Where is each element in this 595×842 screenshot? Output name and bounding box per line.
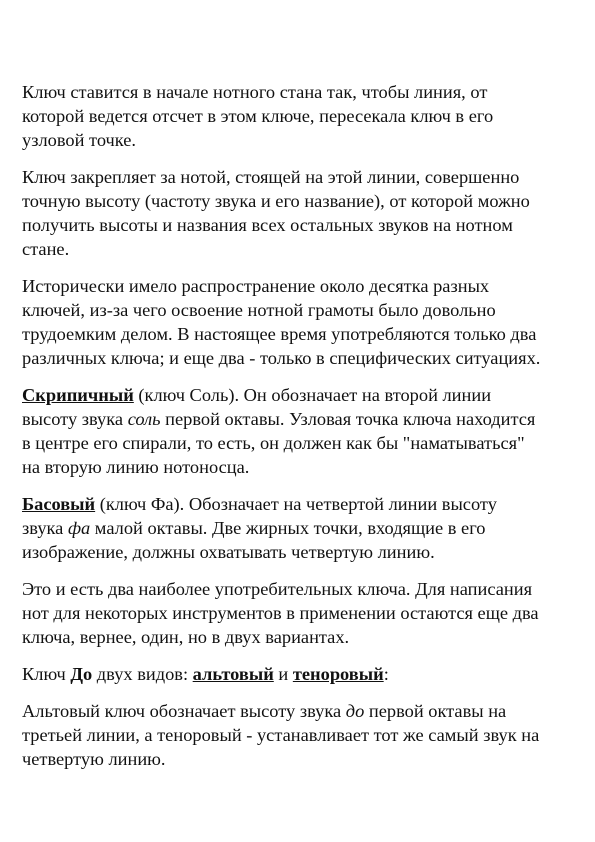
term-alto-clef: альтовый <box>192 664 274 684</box>
c-clef-text-b: двух видов: <box>92 664 193 684</box>
term-bass-clef: Басовый <box>22 494 96 514</box>
c-clef-text-a: Ключ <box>22 664 71 684</box>
paragraph-treble-clef <box>22 383 542 479</box>
note-sol: соль <box>127 409 161 429</box>
paragraph-alto-tenor <box>22 699 542 771</box>
treble-text-b: первой октавы. Узловая точка ключа находится в центре его спирали, то есть, он должен как бы "наматываться" на вторую линию нотоносца. <box>22 409 536 477</box>
term-tenor-clef: теноровый <box>292 664 384 684</box>
paragraph-bass-clef <box>22 492 542 564</box>
alto-text-b: первой октавы на третьей линии, а теноровый - устанавливает тот же самый звук на четвертую линию. <box>22 701 540 769</box>
document-body <box>22 80 542 784</box>
term-treble-clef: Скрипичный <box>22 385 134 405</box>
term-c-clef: До <box>70 664 93 684</box>
note-do: до <box>345 701 365 721</box>
bass-text-a: (ключ Фа). Обозначает на четвертой линии высоту звука <box>22 494 497 538</box>
c-clef-text-c: и <box>273 664 293 684</box>
paragraph-clef-pitch: Ключ закрепляет за нотой, стоящей на этой линии, совершенно точную высоту (частоту звука и его название), от которой можно получить высоты и названия всех остальных звуков на нотном стане. <box>22 167 530 259</box>
c-clef-text-d: : <box>383 664 389 684</box>
paragraph-clef-history: Исторически имело распространение около десятка разных ключей, из-за чего освоение нотной грамоты было довольно трудоемким делом. В настоящее время употребляются только два различных ключа; и еще два - только в специфических ситуациях. <box>22 276 541 368</box>
alto-text-a: Альтовый ключ обозначает высоту звука <box>22 701 346 721</box>
paragraph-c-clef <box>22 662 542 686</box>
treble-text-a: (ключ Соль). Он обозначает на второй линии высоту звука <box>22 385 492 429</box>
paragraph-clef-placement: Ключ ставится в начале нотного стана так, чтобы линия, от которой ведется отсчет в этом ключе, пересекала ключ в его узловой точке. <box>22 82 494 150</box>
bass-text-b: малой октавы. Две жирных точки, входящие в его изображение, должны охватывать четвертую линию. <box>22 518 486 562</box>
paragraph-two-clefs: Это и есть два наиболее употребительных ключа. Для написания нот для некоторых инструментов в применении остаются еще два ключа, вернее, один, но в двух вариантах. <box>22 579 539 647</box>
note-fa: фа <box>67 518 91 538</box>
